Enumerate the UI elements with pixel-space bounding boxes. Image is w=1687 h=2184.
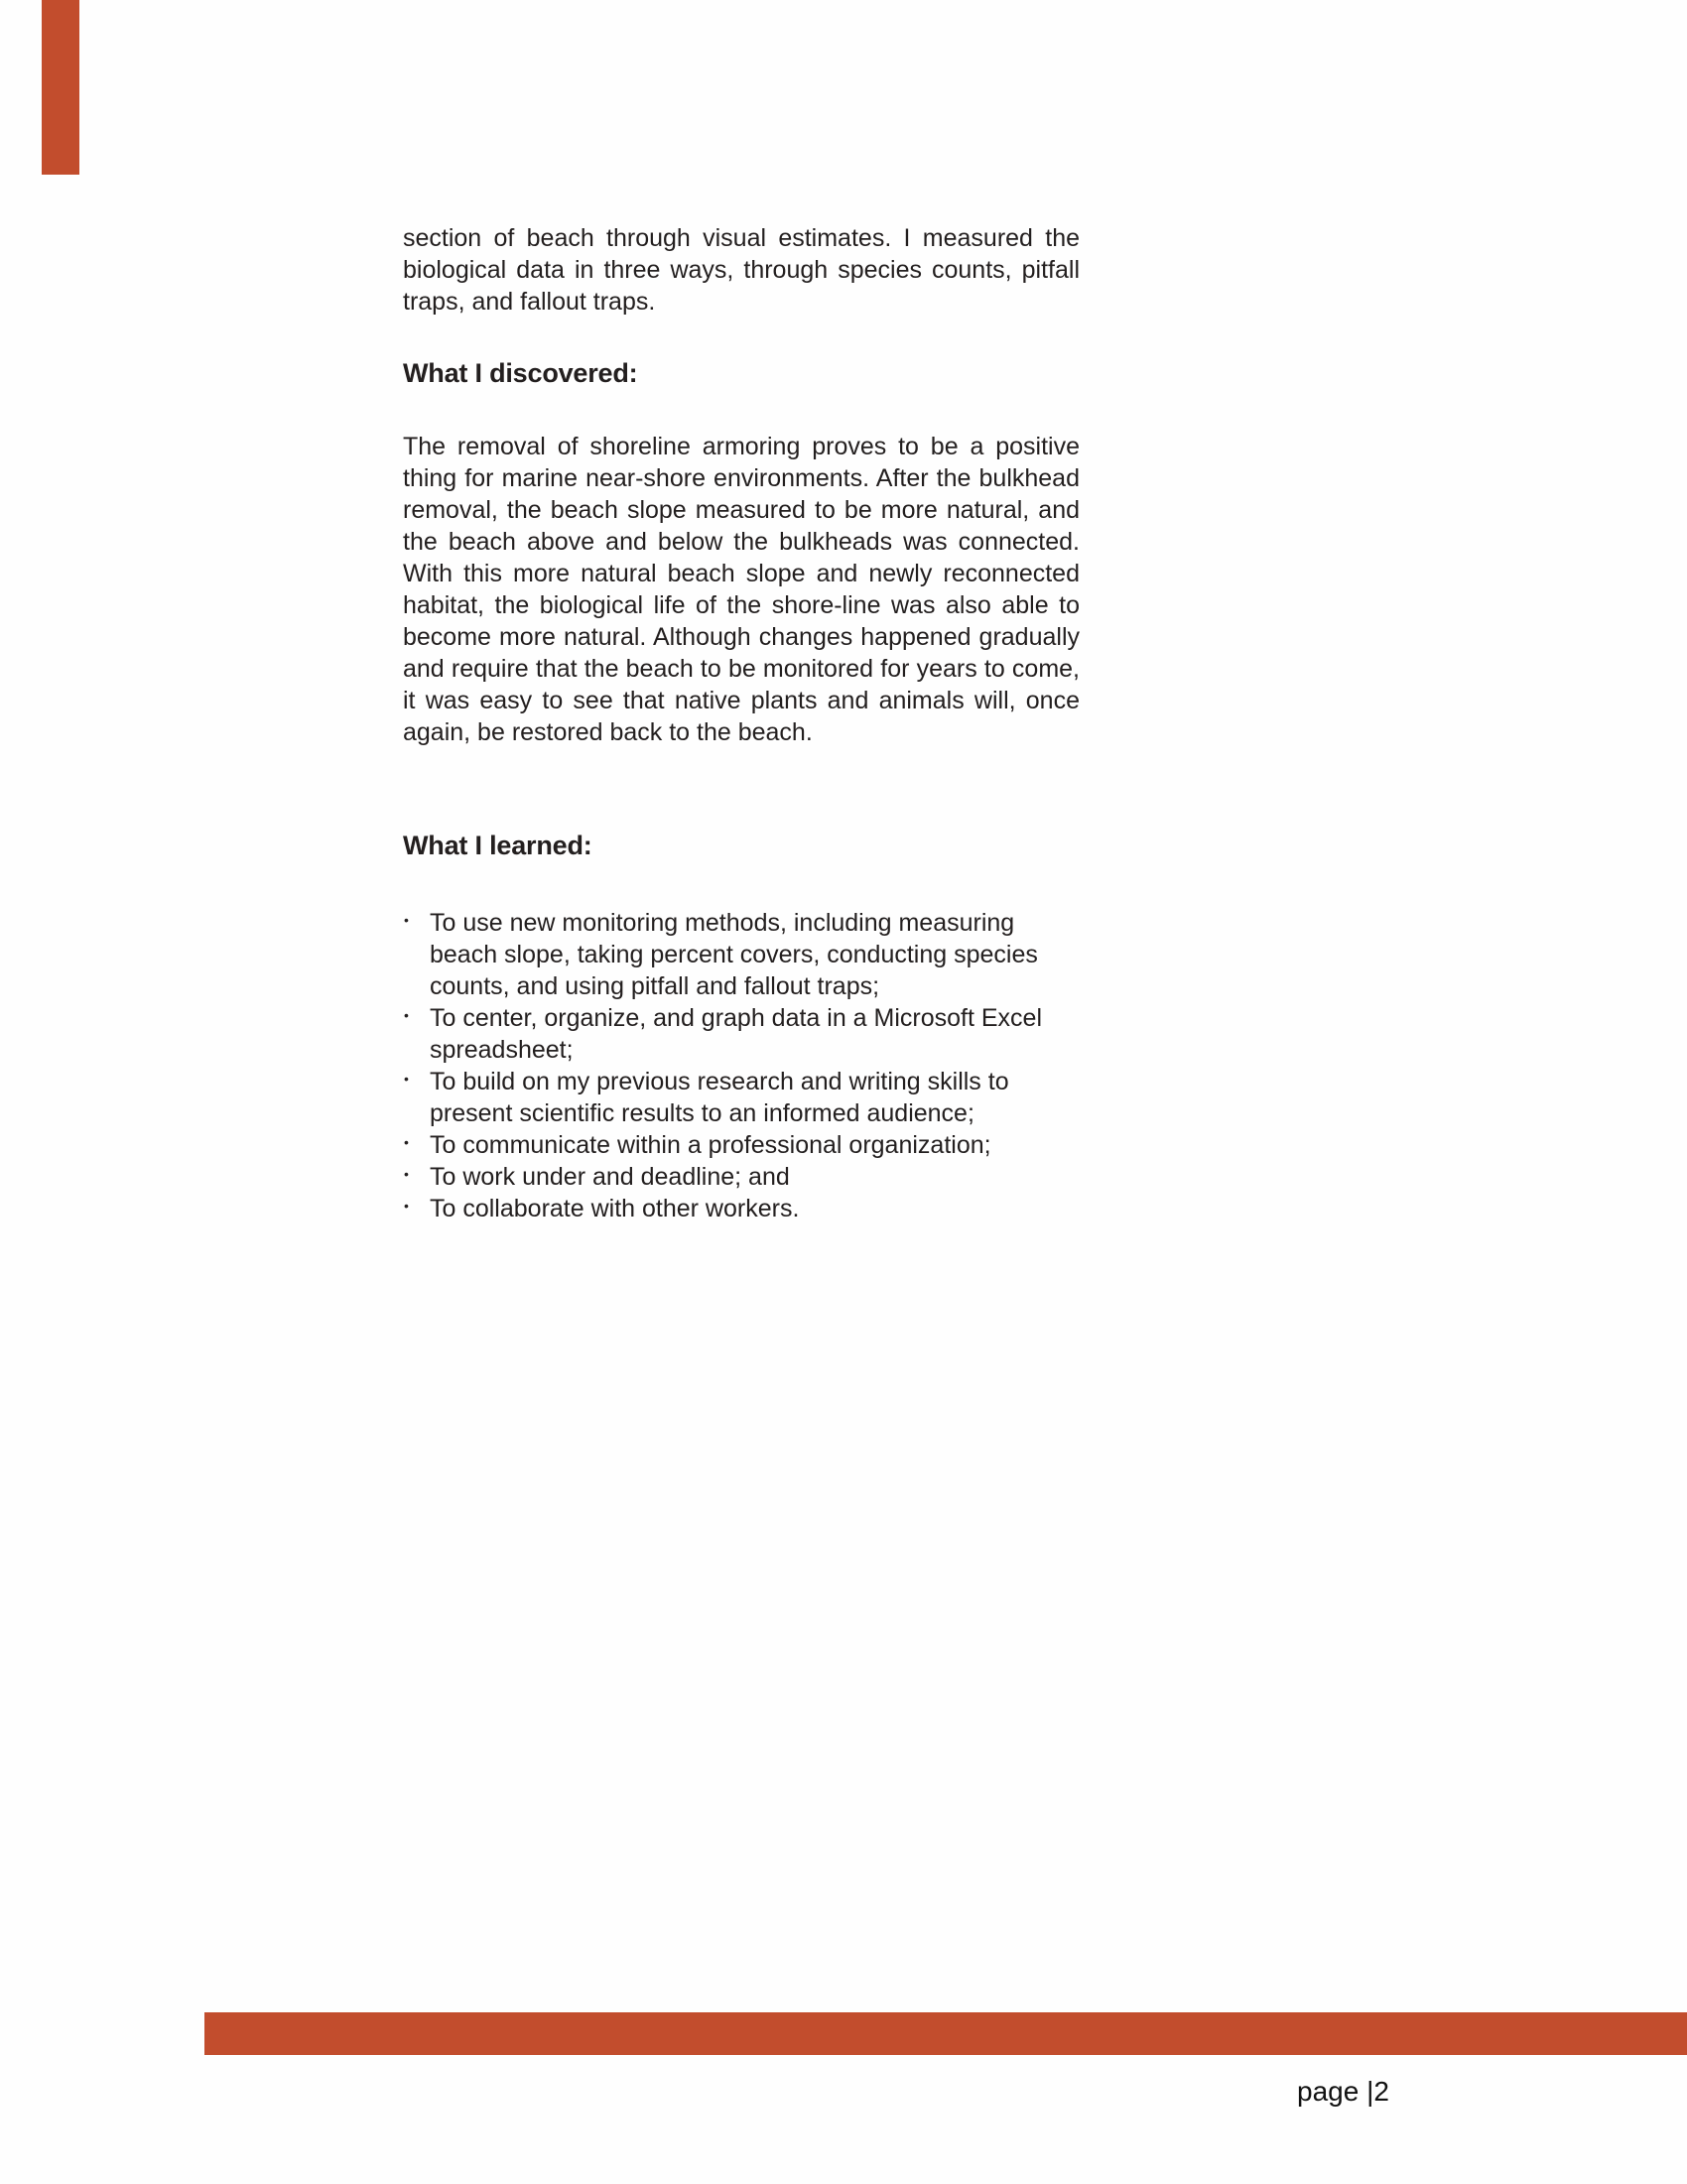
discovered-paragraph: The removal of shoreline armoring proves to be a positive thing for marine near-shore environments. After the bulkhead removal, the beach slope measured to be more natural, and the beach above and below the bulkheads was connected. With this more natural beach slope and newly reconnected habitat, the biological life of the shore-line was also able to become more natural. Although changes happened gradually and require that the beach to be monitored for years to come, it was easy to see that native plants and animals will, once again, be restored back to the beach. — [403, 433, 1080, 746]
list-item — [403, 1129, 1080, 1161]
list-item-text: To work under and deadline; and — [430, 1163, 790, 1191]
list-item-text: To center, organize, and graph data in a Microsoft Excel spreadsheet; — [430, 1004, 1043, 1064]
learned-list — [403, 907, 1080, 1224]
list-item — [403, 1002, 1080, 1066]
section-heading-discovered: What I discovered: — [403, 358, 638, 388]
bullet-icon: • — [404, 1198, 409, 1214]
list-item-text: To communicate within a professional organization; — [430, 1131, 991, 1159]
bullet-icon: • — [404, 1007, 409, 1023]
list-item-text: To build on my previous research and writing skills to present scientific results to an informed audience; — [430, 1068, 1009, 1127]
list-item — [403, 907, 1080, 1002]
list-item-text: To use new monitoring methods, including measuring beach slope, taking percent covers, conducting species counts, and using pitfall and fallout traps; — [430, 909, 1038, 1000]
intro-paragraph: section of beach through visual estimates. I measured the biological data in three ways, through species counts, pitfall traps, and fallout traps. — [403, 224, 1080, 316]
top-accent-stripe — [42, 0, 79, 175]
list-item — [403, 1193, 1080, 1224]
page-number: page |2 — [1297, 2076, 1389, 2107]
bullet-icon: • — [404, 1071, 409, 1087]
bullet-icon: • — [404, 1166, 409, 1182]
bullet-icon: • — [404, 912, 409, 928]
section-heading-learned: What I learned: — [403, 831, 592, 860]
list-item — [403, 1066, 1080, 1129]
footer-accent-bar — [204, 2012, 1687, 2055]
list-item — [403, 1161, 1080, 1193]
list-item-text: To collaborate with other workers. — [430, 1195, 800, 1222]
bullet-icon: • — [404, 1134, 409, 1150]
